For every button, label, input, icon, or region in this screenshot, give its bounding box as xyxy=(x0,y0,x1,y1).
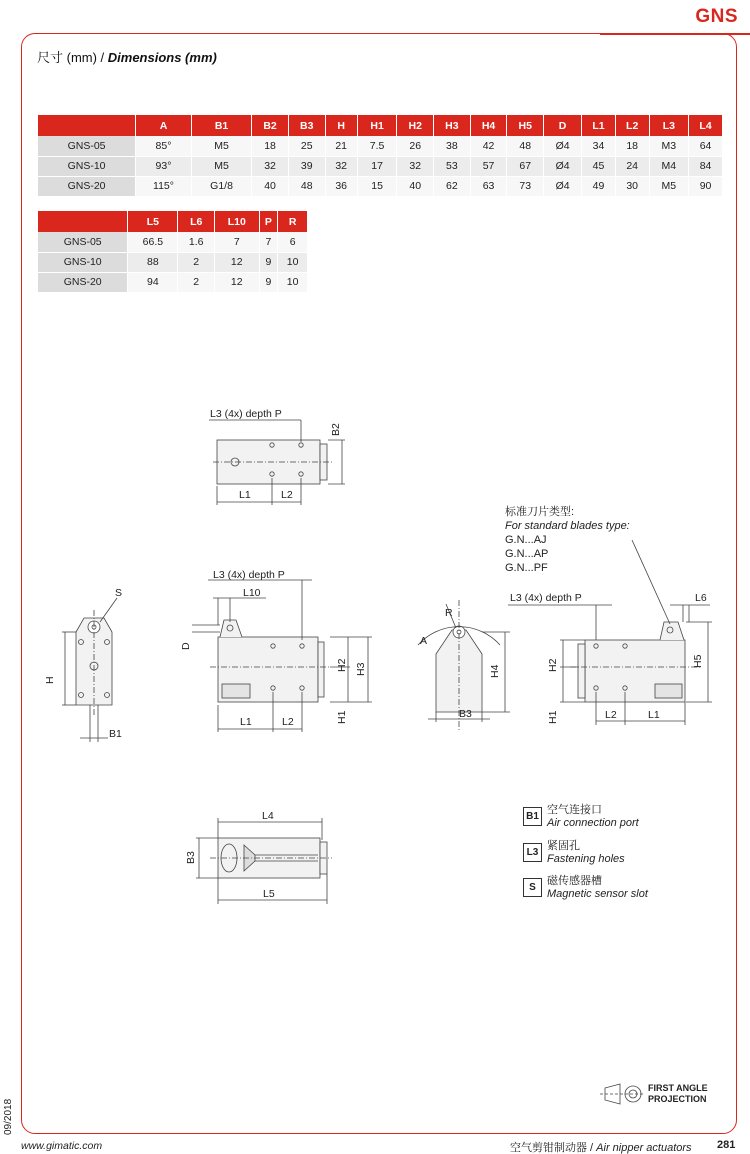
table-cell: 7.5 xyxy=(357,136,397,156)
table-cell: 67 xyxy=(507,156,544,176)
table-header-cell: R xyxy=(278,211,308,232)
label-side-l1: L1 xyxy=(240,716,252,728)
table-header-cell: L6 xyxy=(178,211,214,232)
table-cell: 40 xyxy=(252,176,289,196)
table-cell: M5 xyxy=(191,156,251,176)
label-h4: H4 xyxy=(489,664,501,678)
table-cell: Ø4 xyxy=(544,136,582,156)
footer-title-en: Air nipper actuators xyxy=(596,1142,692,1154)
table-row-label: GNS-05 xyxy=(38,136,136,156)
legend-cn-l3: 紧固孔 xyxy=(547,840,580,852)
table-cell: 84 xyxy=(689,156,723,176)
table-cell: 48 xyxy=(288,176,325,196)
table-header-cell: L3 xyxy=(649,115,689,136)
label-l5: L5 xyxy=(263,888,275,900)
table-cell: 42 xyxy=(470,136,507,156)
label-h: H xyxy=(44,676,56,684)
table-cell: Ø4 xyxy=(544,176,582,196)
footer-website-link[interactable]: www.gimatic.com xyxy=(21,1140,103,1152)
blade-type-1: G.N...AJ xyxy=(505,534,547,546)
front-view-drawing xyxy=(62,598,117,742)
label-d: D xyxy=(180,642,192,650)
table-cell: M4 xyxy=(649,156,689,176)
label-right-l1: L1 xyxy=(648,709,660,721)
table-header-cell: L10 xyxy=(214,211,259,232)
table-cell: 30 xyxy=(615,176,649,196)
table-cell: 26 xyxy=(397,136,434,156)
table-cell: 32 xyxy=(397,156,434,176)
table-header-cell: H1 xyxy=(357,115,397,136)
table-cell: 10 xyxy=(278,252,308,272)
legend-en-s: Magnetic sensor slot xyxy=(547,888,648,900)
table-cell: 64 xyxy=(689,136,723,156)
table-cell: 62 xyxy=(434,176,471,196)
side-view-drawing xyxy=(192,580,372,732)
label-b3-bottom: B3 xyxy=(185,851,197,864)
legend-cn-s: 磁传感器槽 xyxy=(547,875,602,887)
legend-code-s: S xyxy=(523,878,542,897)
table-cell: 85° xyxy=(136,136,192,156)
table-cell: 115° xyxy=(136,176,192,196)
legend-cn-b1: 空气连接口 xyxy=(547,804,602,816)
table-header-cell: H xyxy=(325,115,357,136)
table-header-cell: B1 xyxy=(191,115,251,136)
label-r: R xyxy=(445,607,453,619)
table-cell: 18 xyxy=(252,136,289,156)
table-cell: 2 xyxy=(178,252,214,272)
table-cell: 15 xyxy=(357,176,397,196)
table-header-cell: D xyxy=(544,115,582,136)
table-cell: 93° xyxy=(136,156,192,176)
table-row-label: GNS-05 xyxy=(38,232,128,252)
label-side-l3: L3 (4x) depth P xyxy=(213,569,285,581)
table-cell: 25 xyxy=(288,136,325,156)
table-header-cell: L2 xyxy=(615,115,649,136)
table-cell: 38 xyxy=(434,136,471,156)
table-cell: 12 xyxy=(214,272,259,292)
table-header-cell: A xyxy=(136,115,192,136)
page-title-cn: 尺寸 (mm) / xyxy=(37,50,108,65)
label-h5: H5 xyxy=(692,654,704,668)
table-header-cell: L4 xyxy=(689,115,723,136)
label-b2: B2 xyxy=(330,423,342,436)
label-l4: L4 xyxy=(262,810,274,822)
label-right-l2: L2 xyxy=(605,709,617,721)
legend-en-l3: Fastening holes xyxy=(547,853,625,865)
label-b1: B1 xyxy=(109,728,122,740)
table-header-cell: H5 xyxy=(507,115,544,136)
top-view-drawing xyxy=(209,420,345,505)
table-header-cell: L1 xyxy=(582,115,616,136)
table-cell: 24 xyxy=(615,156,649,176)
table-row-label: GNS-20 xyxy=(38,176,136,196)
label-side-h3: H3 xyxy=(355,662,367,676)
footer-section-title xyxy=(510,1139,692,1154)
blade-type-2: G.N...AP xyxy=(505,548,549,560)
label-b3-angle: B3 xyxy=(459,708,472,720)
table-header-cell: H3 xyxy=(434,115,471,136)
blade-types-title-en: For standard blades type: xyxy=(505,520,630,532)
table-cell: 32 xyxy=(252,156,289,176)
projection-symbol xyxy=(600,1084,645,1104)
table-cell: 17 xyxy=(357,156,397,176)
table-cell: Ø4 xyxy=(544,156,582,176)
table-cell: 57 xyxy=(470,156,507,176)
label-side-l2: L2 xyxy=(282,716,294,728)
table-cell: 18 xyxy=(615,136,649,156)
table-cell: 21 xyxy=(325,136,357,156)
table-cell: 7 xyxy=(259,232,278,252)
table-cell: 49 xyxy=(582,176,616,196)
blade-types-note xyxy=(505,505,630,575)
blade-types-title-cn: 标准刀片类型: xyxy=(505,506,575,518)
label-top-l1: L1 xyxy=(239,489,251,501)
table-cell: 40 xyxy=(397,176,434,196)
table-cell: 12 xyxy=(214,252,259,272)
table-cell: M5 xyxy=(191,136,251,156)
table-cell: 9 xyxy=(259,272,278,292)
table-cell: 10 xyxy=(278,272,308,292)
table-cell: 53 xyxy=(434,156,471,176)
table-cell: 88 xyxy=(128,252,178,272)
label-side-h1: H1 xyxy=(336,710,348,724)
table-cell: M5 xyxy=(649,176,689,196)
projection-label xyxy=(648,1083,708,1105)
table-cell: 73 xyxy=(507,176,544,196)
table-header-cell: H2 xyxy=(397,115,434,136)
table-cell: 6 xyxy=(278,232,308,252)
table-header-cell: B3 xyxy=(288,115,325,136)
table-cell: 32 xyxy=(325,156,357,176)
table-cell: 63 xyxy=(470,176,507,196)
label-s: S xyxy=(115,587,123,599)
table-cell: G1/8 xyxy=(191,176,251,196)
table-cell: 90 xyxy=(689,176,723,196)
label-side-h2: H2 xyxy=(336,658,348,672)
table-cell: 39 xyxy=(288,156,325,176)
table-cell: 36 xyxy=(325,176,357,196)
label-right-h1: H1 xyxy=(547,710,559,724)
label-right-l3: L3 (4x) depth P xyxy=(510,592,582,604)
table-cell: 48 xyxy=(507,136,544,156)
brand-label: GNS xyxy=(695,6,738,27)
legend-code-l3: L3 xyxy=(523,843,542,862)
table-header-cell: H4 xyxy=(470,115,507,136)
page-title-en: Dimensions (mm) xyxy=(107,50,217,65)
label-l6: L6 xyxy=(695,592,707,604)
table-cell: 9 xyxy=(259,252,278,272)
table-cell: 45 xyxy=(582,156,616,176)
page-number: 281 xyxy=(717,1139,736,1151)
blade-type-3: G.N...PF xyxy=(505,562,548,574)
table-cell: 2 xyxy=(178,272,214,292)
table-cell: 94 xyxy=(128,272,178,292)
label-l10: L10 xyxy=(243,587,261,599)
table-cell: 34 xyxy=(582,136,616,156)
table-cell: M3 xyxy=(649,136,689,156)
projection-line-2: PROJECTION xyxy=(648,1094,707,1104)
table-header-cell: L5 xyxy=(128,211,178,232)
table-cell: 1.6 xyxy=(178,232,214,252)
legend-en-b1: Air connection port xyxy=(547,817,639,829)
table-row-label: GNS-10 xyxy=(38,252,128,272)
label-a: A xyxy=(420,635,428,647)
table-cell: 66.5 xyxy=(128,232,178,252)
label-top-l2: L2 xyxy=(281,489,293,501)
table-header-cell: B2 xyxy=(252,115,289,136)
projection-line-1: FIRST ANGLE xyxy=(648,1083,708,1093)
label-right-h2: H2 xyxy=(547,658,559,672)
table-row-label: GNS-10 xyxy=(38,156,136,176)
footer-title-cn: 空气剪钳制动器 / xyxy=(510,1142,597,1154)
legend-code-b1: B1 xyxy=(523,807,542,826)
table-row-label: GNS-20 xyxy=(38,272,128,292)
edition-date: 09/2018 xyxy=(3,1098,14,1135)
table-cell: 7 xyxy=(214,232,259,252)
table-header-cell: P xyxy=(259,211,278,232)
label-top-l3: L3 (4x) depth P xyxy=(210,408,282,420)
